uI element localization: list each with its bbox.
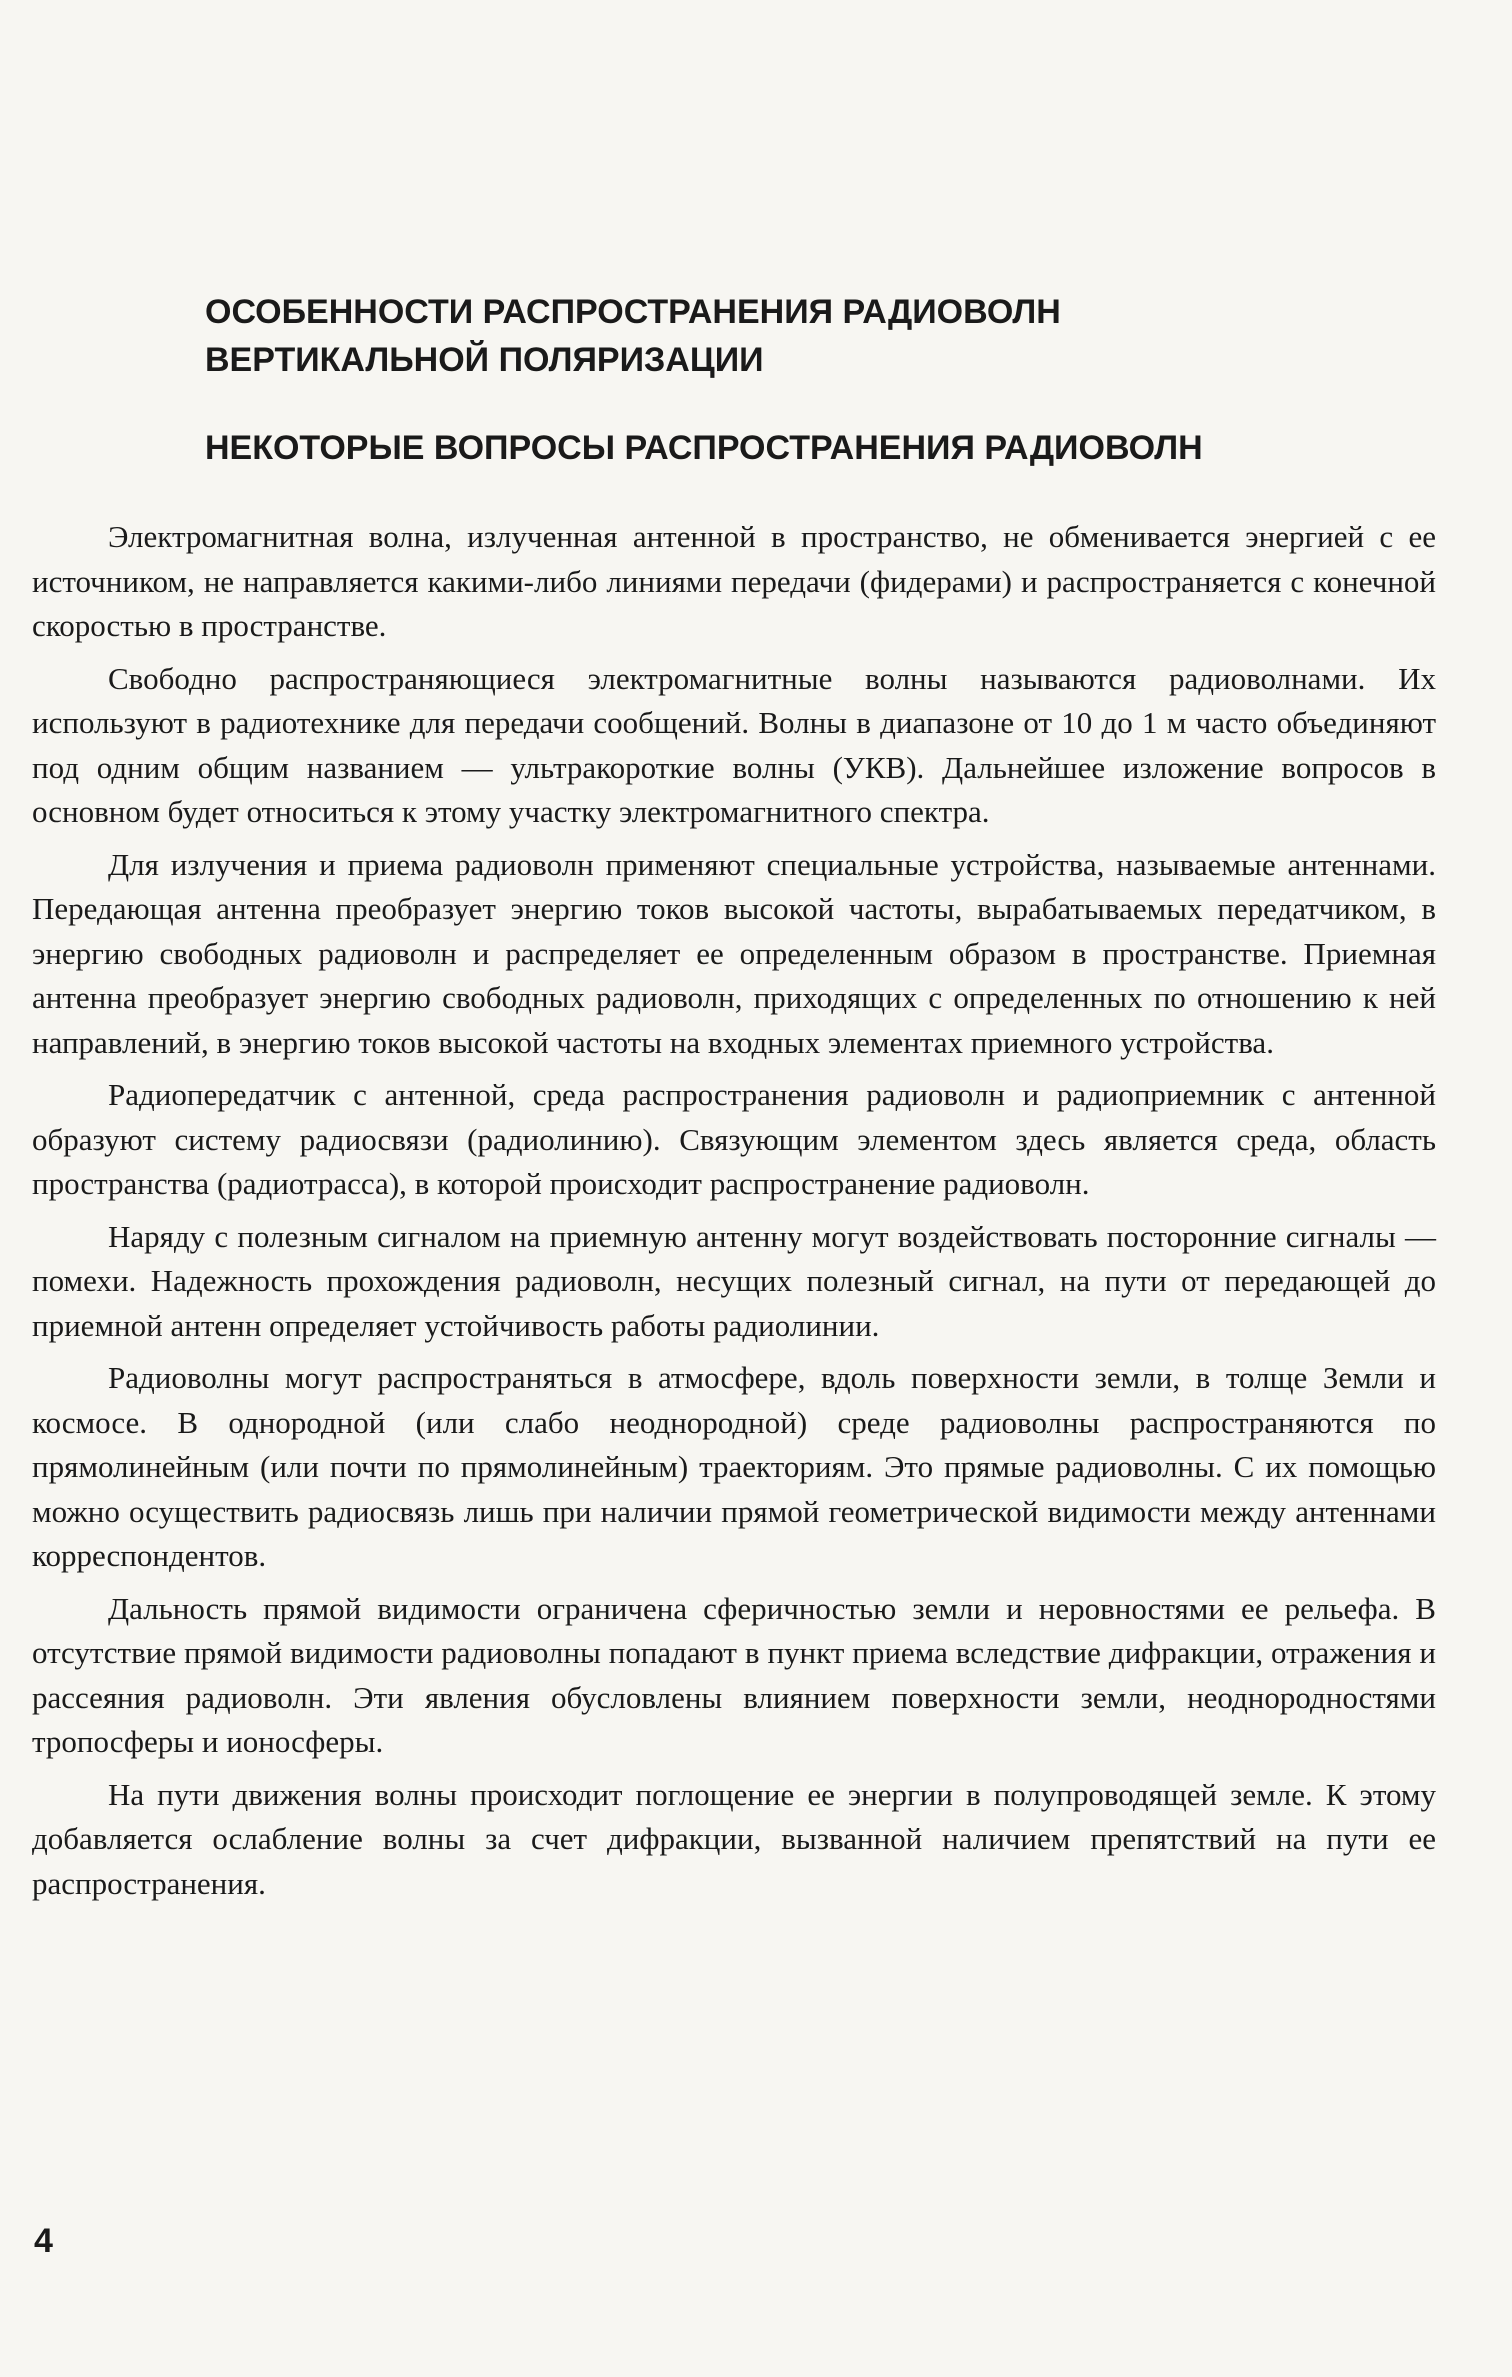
paragraph: Дальность прямой видимости ограничена сферичностью земли и неровностями ее рельефа. В отсутствие прямой видимости радиоволны попадают в пункт приема вследствие дифракции, отражения и рассеяния радиоволн. Эти явления обусловлены влиянием поверхности земли, неоднородностями тропосферы и ионосферы. [32,1590,1436,1759]
chapter-title [205,288,1405,384]
page-number: 4 [34,2222,53,2260]
paragraph: Электромагнитная волна, излученная антенной в пространство, не обменивается энергией с ее источником, не направляется какими-либо линиями передачи (фидерами) и распространяется с конечной скоростью в пространстве. [32,519,1436,643]
paragraph: Свободно распространяющиеся электромагнитные волны называются радиоволнами. Их используют в радиотехнике для передачи сообщений. Волны в диапазоне от 10 до 1 м часто объединяют под одним общим названием — ультракороткие волны (УКВ). Дальнейшее изложение вопросов в основном будет относиться к этому участку электромагнитного спектра. [32,660,1436,829]
chapter-title-line-2: ВЕРТИКАЛЬНОЙ ПОЛЯРИЗАЦИИ [205,341,764,379]
paragraph: Для излучения и приема радиоволн применяют специальные устройства, называемые антеннами. Передающая антенна преобразует энергию токов высокой частоты, вырабатываемых передатчиком, в энергию свободных радиоволн и распределяет ее определенным образом в пространстве. Приемная антенна преобразует энергию свободных радиоволн, приходящих с определенных по отношению к ней направлений, в энергию токов высокой частоты на входных элементах приемного устройства. [32,846,1436,1060]
body-text [32,515,1436,1914]
paragraph: Наряду с полезным сигналом на приемную антенну могут воздействовать посторонние сигналы — помехи. Надежность прохождения радиоволн, несущих полезный сигнал, на пути от передающей до приемной антенн определяет устойчивость работы радиолинии. [32,1218,1436,1343]
section-title: НЕКОТОРЫЕ ВОПРОСЫ РАСПРОСТРАНЕНИЯ РАДИОВОЛН [205,429,1203,467]
paragraph: Радиоволны могут распространяться в атмосфере, вдоль поверхности земли, в толще Земли и космосе. В однородной (или слабо неоднородной) среде радиоволны распространяются по прямолинейным (или почти по прямолинейным) траекториям. Это прямые радиоволны. С их помощью можно осуществить радиосвязь лишь при наличии прямой геометрической видимости между антеннами корреспондентов. [32,1360,1436,1573]
chapter-title-line-1: ОСОБЕННОСТИ РАСПРОСТРАНЕНИЯ РАДИОВОЛН [205,293,1061,331]
paragraph: На пути движения волны происходит поглощение ее энергии в полупроводящей земле. К этому добавляется ослабление волны за счет дифракции, вызванной наличием препятствий на пути ее распространения. [32,1776,1436,1901]
paragraph: Радиопередатчик с антенной, среда распространения радиоволн и радиоприемник с антенной образуют систему радиосвязи (радиолинию). Связующим элементом здесь является среда, область пространства (радиотрасса), в которой происходит распространение радиоволн. [32,1077,1436,1201]
